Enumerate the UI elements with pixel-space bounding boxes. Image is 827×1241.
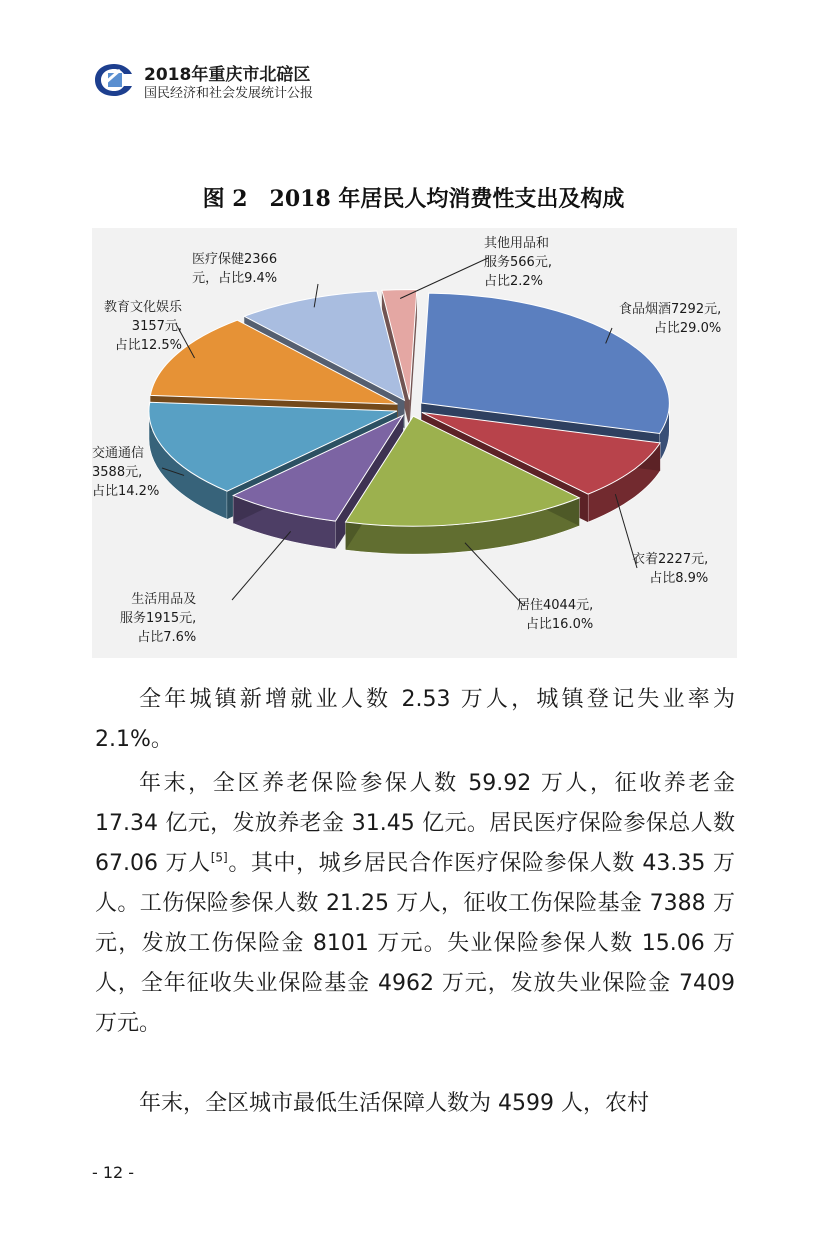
report-subtitle: 国民经济和社会发展统计公报 [144,86,314,101]
label-transport: 交通通信 3588元, 占比14.2% [92,446,160,499]
paragraph-employment: 全年城镇新增就业人数 2.53 万人，城镇登记失业率为 2.1%。 [95,687,735,752]
footnote-ref[interactable]: [5] [210,850,228,865]
report-header [92,60,412,102]
label-healthcare: 医疗保健2366 元，占比9.4% [192,252,278,286]
label-food: 食品烟酒7292元, 占比29.0% [619,302,722,336]
logo-icon [92,60,136,100]
figure-title: 图 2 2018 年居民人均消费性支出及构成 [202,186,625,212]
page-number: - 12 - [92,1163,135,1182]
leader-line [232,531,291,600]
paragraph-minimum-living: 年末，全区城市最低生活保障人数为 4599 人，农村 [139,1091,649,1116]
label-clothing: 衣着2227元, 占比8.9% [632,552,709,586]
label-household-goods: 生活用品及 服务1915元, 占比7.6% [120,592,197,645]
pie-chart [92,228,737,658]
report-title: 2018年重庆市北碚区 [144,65,311,85]
paragraph-insurance: 年末，全区养老保险参保人数 59.92 万人，征收养老金 17.34 亿元，发放养老金 31.45 亿元。居民医疗保险参保总人数 67.06 万人[5]。其中，城乡居民合作医疗保险参保人数 43.35 万人。工伤保险参保人数 21.25 万人，征收工伤保险基金 7388 万元，发放工伤保险金 8101 万元。失业保险参保人数 15.06 万人，全年征收失业保险基金 4962 万元，发放失业保险金 7409 万元。 [95,771,735,1036]
label-housing: 居住4044元, 占比16.0% [517,598,594,632]
label-education: 教育文化娱乐 3157元, 占比12.5% [104,300,183,353]
leader-line [465,543,524,606]
leader-line [400,258,488,298]
label-other: 其他用品和 服务566元, 占比2.2% [484,236,552,289]
